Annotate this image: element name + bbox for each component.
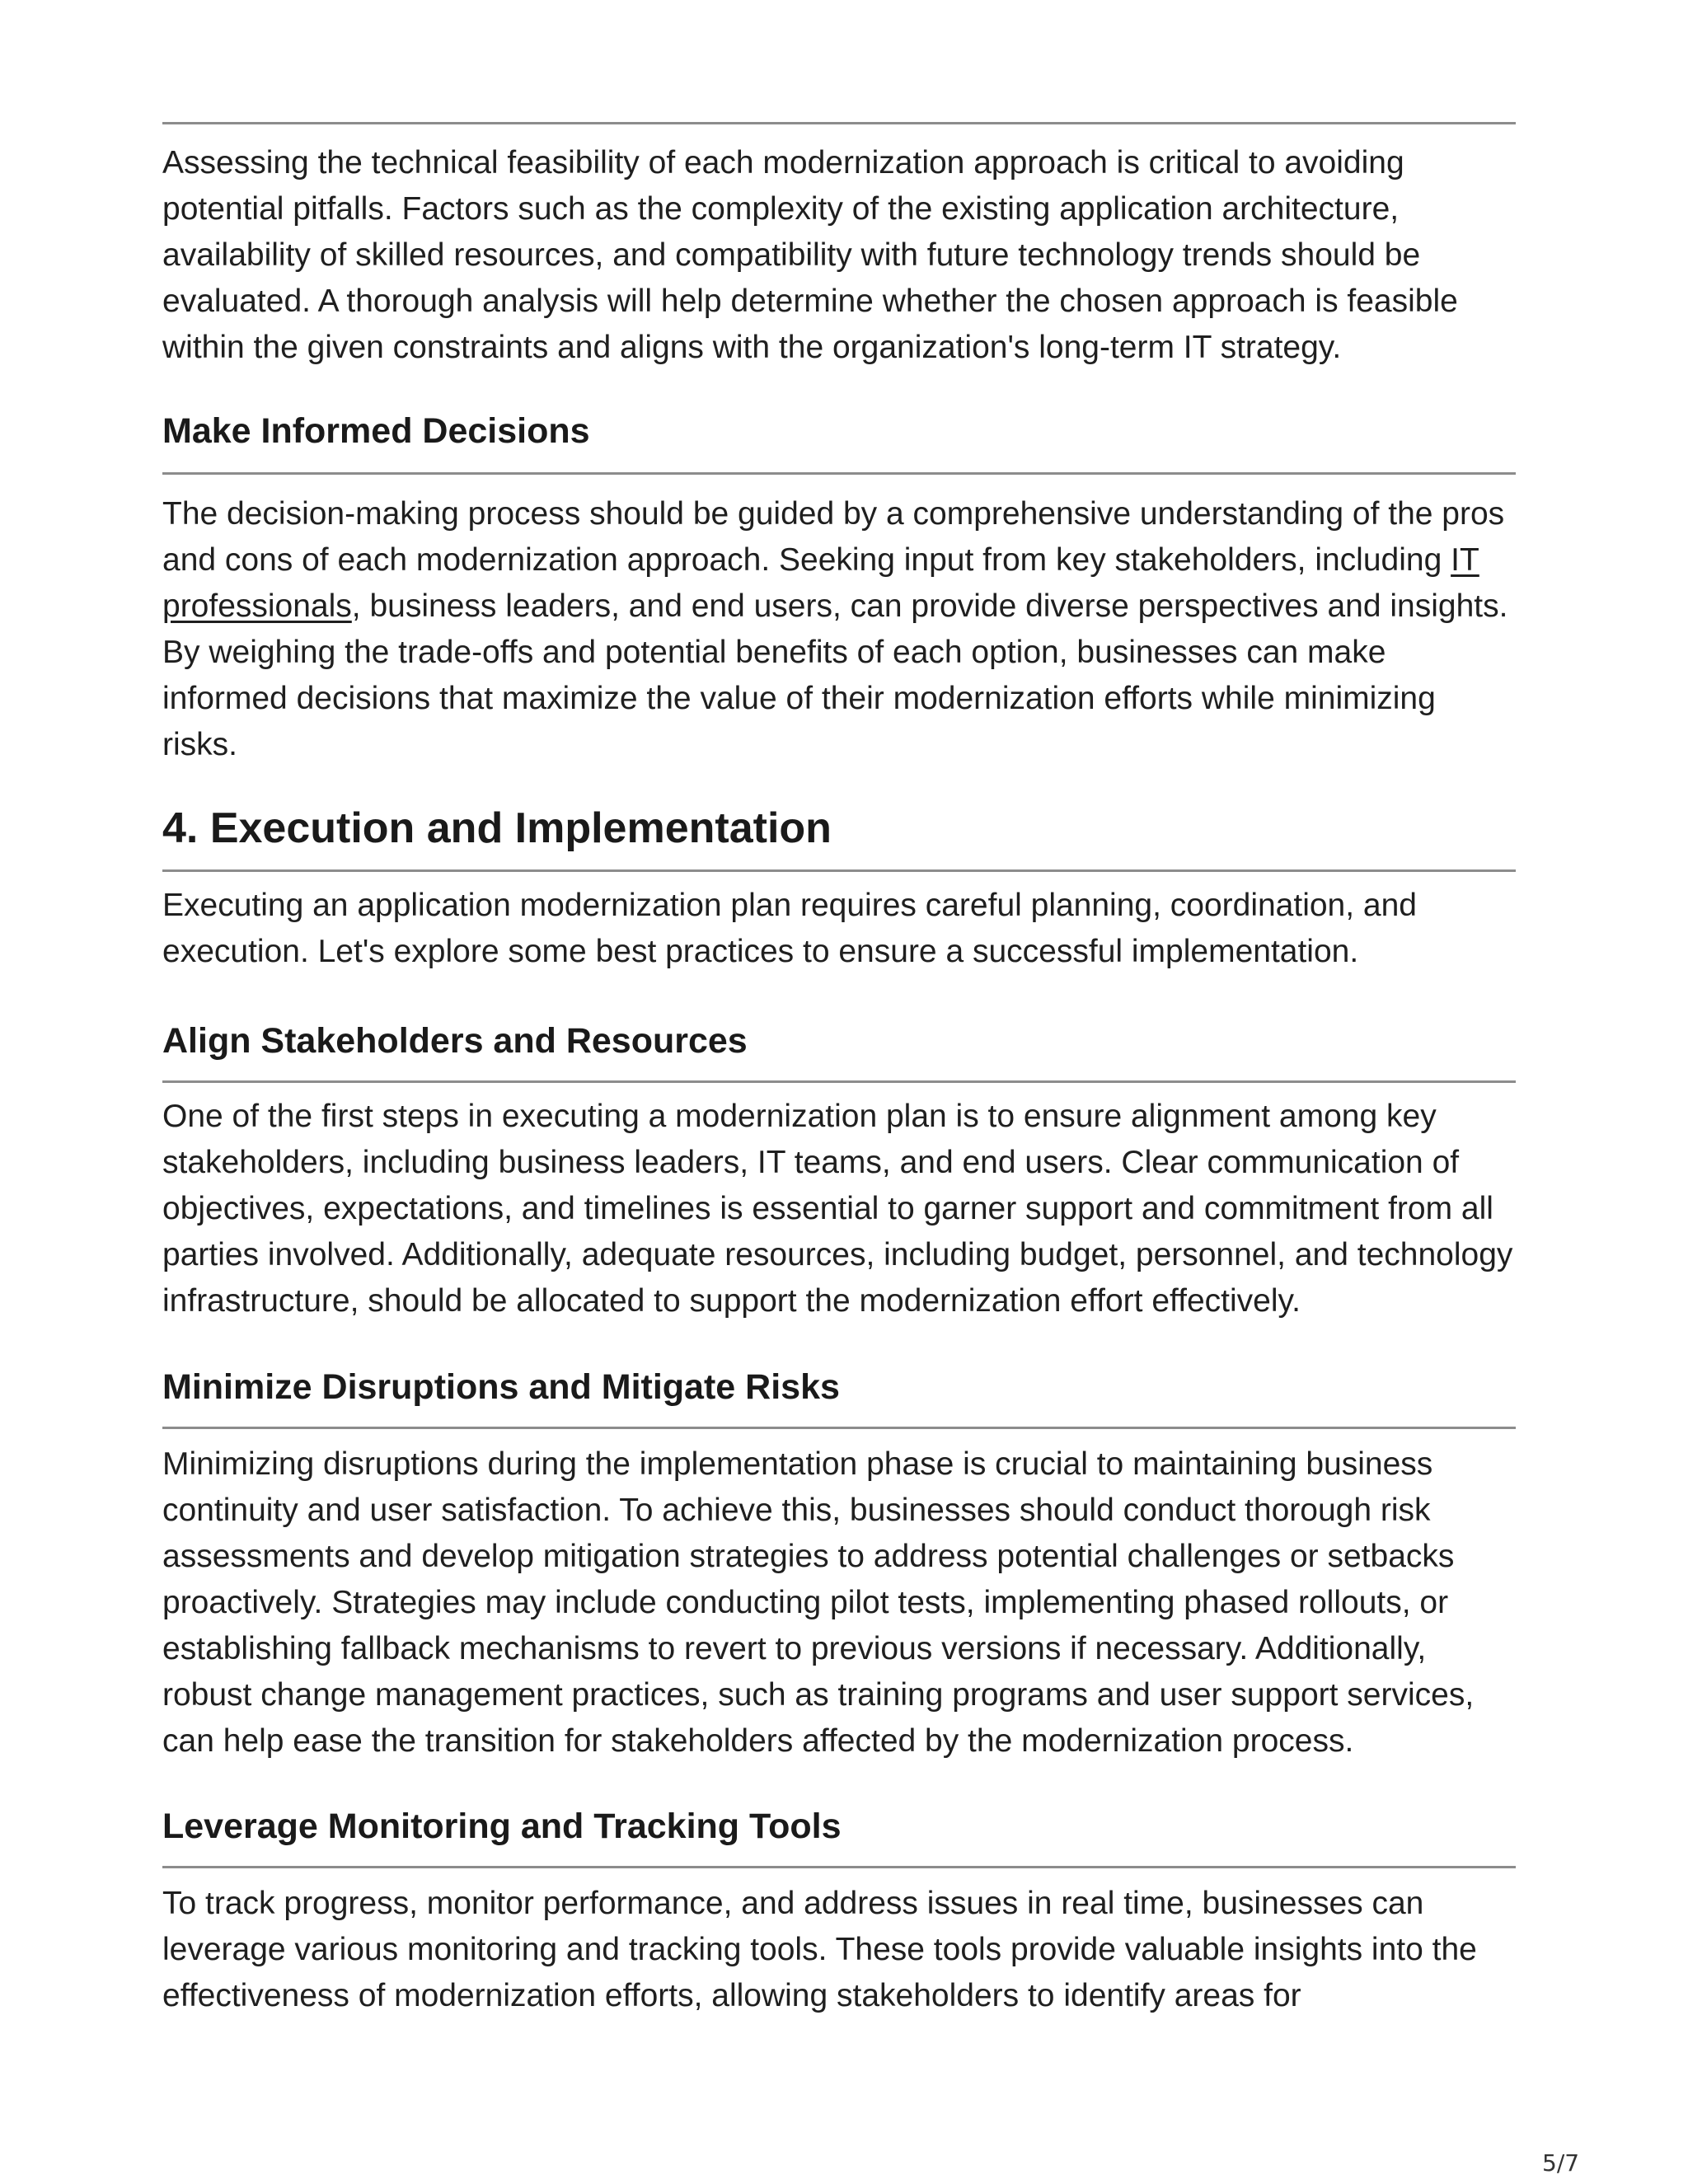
- section-make-informed-decisions: [162, 406, 1516, 768]
- heading-divider: [162, 1080, 1516, 1083]
- page-number: 5/7: [1542, 2149, 1580, 2177]
- section-heading: Leverage Monitoring and Tracking Tools: [162, 1807, 842, 1846]
- intro-paragraph: Assessing the technical feasibility of each modernization approach is critical to avoiding potential pitfalls. Factors such as the complexity of the existing application architecture, availability of skilled resources, and compatibility with future technology trends should be evaluated. A thorough analysis will help determine whether the chosen approach is feasible within the given constraints and aligns with the organization's long-term IT strategy.: [162, 145, 1458, 365]
- section-heading: 4. Execution and Implementation: [162, 804, 832, 852]
- section-minimize-disruptions: [162, 1362, 1516, 1765]
- section-paragraph: To track progress, monitor performance, and address issues in real time, businesses can leverage various monitoring and tracking tools. These tools provide valuable insights into the effectiveness of modernization efforts, allowing stakeholders to identify areas for: [162, 1886, 1477, 2013]
- paragraph-text-end: , business leaders, and end users, can provide diverse perspectives and insights. By weighing the trade-offs and potential benefits of each option, businesses can make informed decisions that maximize the value of their modernization efforts while minimizing risks.: [162, 588, 1508, 762]
- heading-divider: [162, 1427, 1516, 1429]
- section-heading: Make Informed Decisions: [162, 411, 590, 451]
- section-paragraph: Executing an application modernization plan requires careful planning, coordination, and execution. Let's explore some best practices to ensure a successful implementation.: [162, 888, 1417, 969]
- section-monitoring-tools: [162, 1802, 1516, 2019]
- top-divider: [162, 122, 1516, 124]
- heading-divider: [162, 472, 1516, 475]
- section-paragraph: [162, 491, 1516, 768]
- heading-divider: [162, 1866, 1516, 1868]
- heading-divider: [162, 869, 1516, 872]
- it-professionals-link[interactable]: IT professionals: [162, 542, 1479, 624]
- section-heading: Align Stakeholders and Resources: [162, 1021, 748, 1061]
- section-paragraph: One of the first steps in executing a modernization plan is to ensure alignment among key stakeholders, including business leaders, IT teams, and end users. Clear communication of objectives, expectations, and timelines is essential to garner support and commitment from all parties involved. Additionally, adequate resources, including budget, personnel, and technology infrastructure, should be allocated to support the modernization effort effectively.: [162, 1099, 1513, 1319]
- section-align-stakeholders: [162, 1016, 1516, 1324]
- paragraph-text-start: The decision-making process should be guided by a comprehensive understanding of the pros and cons of each modernization approach. Seeking input from key stakeholders, including: [162, 496, 1505, 578]
- section-execution-and-implementation: [162, 799, 1516, 975]
- intro-block: [162, 140, 1516, 371]
- section-heading: Minimize Disruptions and Mitigate Risks: [162, 1367, 840, 1407]
- section-paragraph: Minimizing disruptions during the implementation phase is crucial to maintaining business continuity and user satisfaction. To achieve this, businesses should conduct thorough risk assessments and develop mitigation strategies to address potential challenges or setbacks proactively. Strategies may include conducting pilot tests, implementing phased rollouts, or establishing fallback mechanisms to revert to previous versions if necessary. Additionally, robust change management practices, such as training programs and user support services, can help ease the transition for stakeholders affected by the modernization process.: [162, 1446, 1475, 1759]
